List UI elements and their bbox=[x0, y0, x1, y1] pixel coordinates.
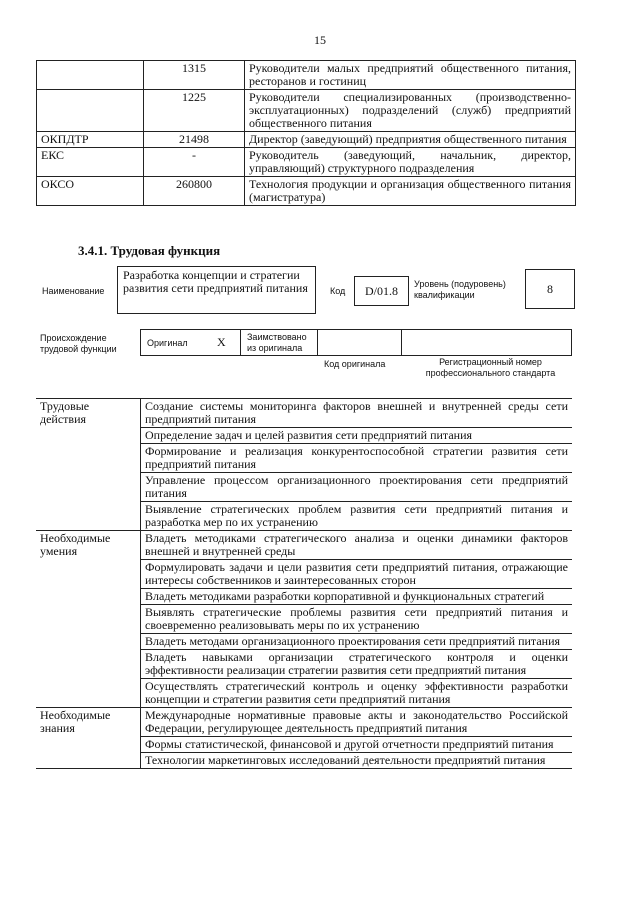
section-label: Необходимые умения bbox=[36, 531, 141, 708]
list-item: Управление процессом организационного проектирования сети предприятий питания bbox=[141, 473, 573, 502]
section-label: Необходимые знания bbox=[36, 708, 141, 769]
table-row bbox=[37, 177, 576, 206]
name-cell: Технология продукции и организация общественного питания (магистратура) bbox=[245, 177, 576, 206]
code-type-cell: ЕКС bbox=[37, 148, 144, 177]
code-type-cell bbox=[37, 61, 144, 90]
reg-number-caption: Регистрационный номер профессионального стандарта bbox=[425, 357, 556, 378]
list-item: Осуществлять стратегический контроль и оценку эффективности разработки концепции и стратегии развития сети предприятий питания bbox=[141, 679, 573, 708]
divider bbox=[240, 330, 241, 355]
name-cell: Руководители малых предприятий общественного питания, ресторанов и гостиниц bbox=[245, 61, 576, 90]
original-mark: X bbox=[217, 335, 226, 349]
table-row bbox=[37, 61, 576, 90]
section-label: Трудовые действия bbox=[36, 399, 141, 531]
list-item: Владеть методиками стратегического анализа и оценки динамики факторов внешней и внутренней среды bbox=[141, 531, 573, 560]
list-item: Формирование и реализация конкурентоспособной стратегии развития сети предприятий питания bbox=[141, 444, 573, 473]
list-item: Определение задач и целей развития сети предприятий питания bbox=[141, 428, 573, 444]
code-type-cell: ОКСО bbox=[37, 177, 144, 206]
borrowed-label: Заимствовано из оригинала bbox=[247, 332, 307, 353]
code-label: Код bbox=[330, 286, 346, 296]
table-row bbox=[37, 132, 576, 148]
table-row bbox=[36, 399, 572, 428]
list-item: Выявлять стратегические проблемы развития сети предприятий питания и своевременно реализовывать меры по их устранению bbox=[141, 605, 573, 634]
name-cell: Руководитель (заведующий, начальник, директор, управляющий) структурного подразделения bbox=[245, 148, 576, 177]
list-item: Создание системы мониторинга факторов внешней и внутренней среды сети предприятий питания bbox=[141, 399, 573, 428]
section-title: 3.4.1. Трудовая функция bbox=[78, 243, 221, 258]
divider bbox=[401, 330, 402, 355]
page-number: 15 bbox=[314, 33, 326, 47]
code-cell: 260800 bbox=[144, 177, 245, 206]
table-row bbox=[37, 148, 576, 177]
list-item: Формы статистической, финансовой и другой отчетности предприятий питания bbox=[141, 737, 573, 753]
original-label: Оригинал bbox=[147, 338, 188, 348]
code-cell: 1225 bbox=[144, 90, 245, 132]
table-row bbox=[36, 708, 572, 737]
name-cell: Руководители специализированных (производственно-эксплуатационных) подразделений (служб) предприятий общественного питания bbox=[245, 90, 576, 132]
list-item: Технологии маркетинговых исследований деятельности предприятий питания bbox=[141, 753, 573, 769]
name-label: Наименование bbox=[42, 286, 105, 296]
level-label: Уровень (подуровень) квалификации bbox=[414, 279, 506, 300]
function-table bbox=[36, 398, 572, 769]
list-item: Владеть методиками разработки корпоративной и функциональных стратегий bbox=[141, 589, 573, 605]
code-type-cell bbox=[37, 90, 144, 132]
code-original-caption: Код оригинала bbox=[324, 359, 386, 369]
code-cell: 21498 bbox=[144, 132, 245, 148]
list-item: Владеть навыками организации стратегического контроля и оценки эффективности реализации стратегии развития сети предприятий питания bbox=[141, 650, 573, 679]
code-cell: - bbox=[144, 148, 245, 177]
list-item: Международные нормативные правовые акты и законодательство Российской Федерации, регулирующее деятельность предприятий питания bbox=[141, 708, 573, 737]
list-item: Владеть методами организационного проектирования сети предприятий питания bbox=[141, 634, 573, 650]
origin-box bbox=[140, 329, 572, 356]
list-item: Формулировать задачи и цели развития сети предприятий питания, отражающие интересы собственников и заинтересованных сторон bbox=[141, 560, 573, 589]
origin-label: Происхождение трудовой функции bbox=[40, 333, 117, 354]
table-row bbox=[36, 531, 572, 560]
table-row bbox=[37, 90, 576, 132]
code-type-cell: ОКПДТР bbox=[37, 132, 144, 148]
codes-table bbox=[36, 60, 576, 206]
name-cell: Директор (заведующий) предприятия общественного питания bbox=[245, 132, 576, 148]
function-name: Разработка концепции и стратегии развития сети предприятий питания bbox=[117, 266, 316, 314]
divider bbox=[317, 330, 318, 355]
code-cell: 1315 bbox=[144, 61, 245, 90]
function-code: D/01.8 bbox=[354, 276, 409, 306]
list-item: Выявление стратегических проблем развития сети предприятий питания и разработка мер по их устранению bbox=[141, 502, 573, 531]
level-value: 8 bbox=[525, 269, 575, 309]
